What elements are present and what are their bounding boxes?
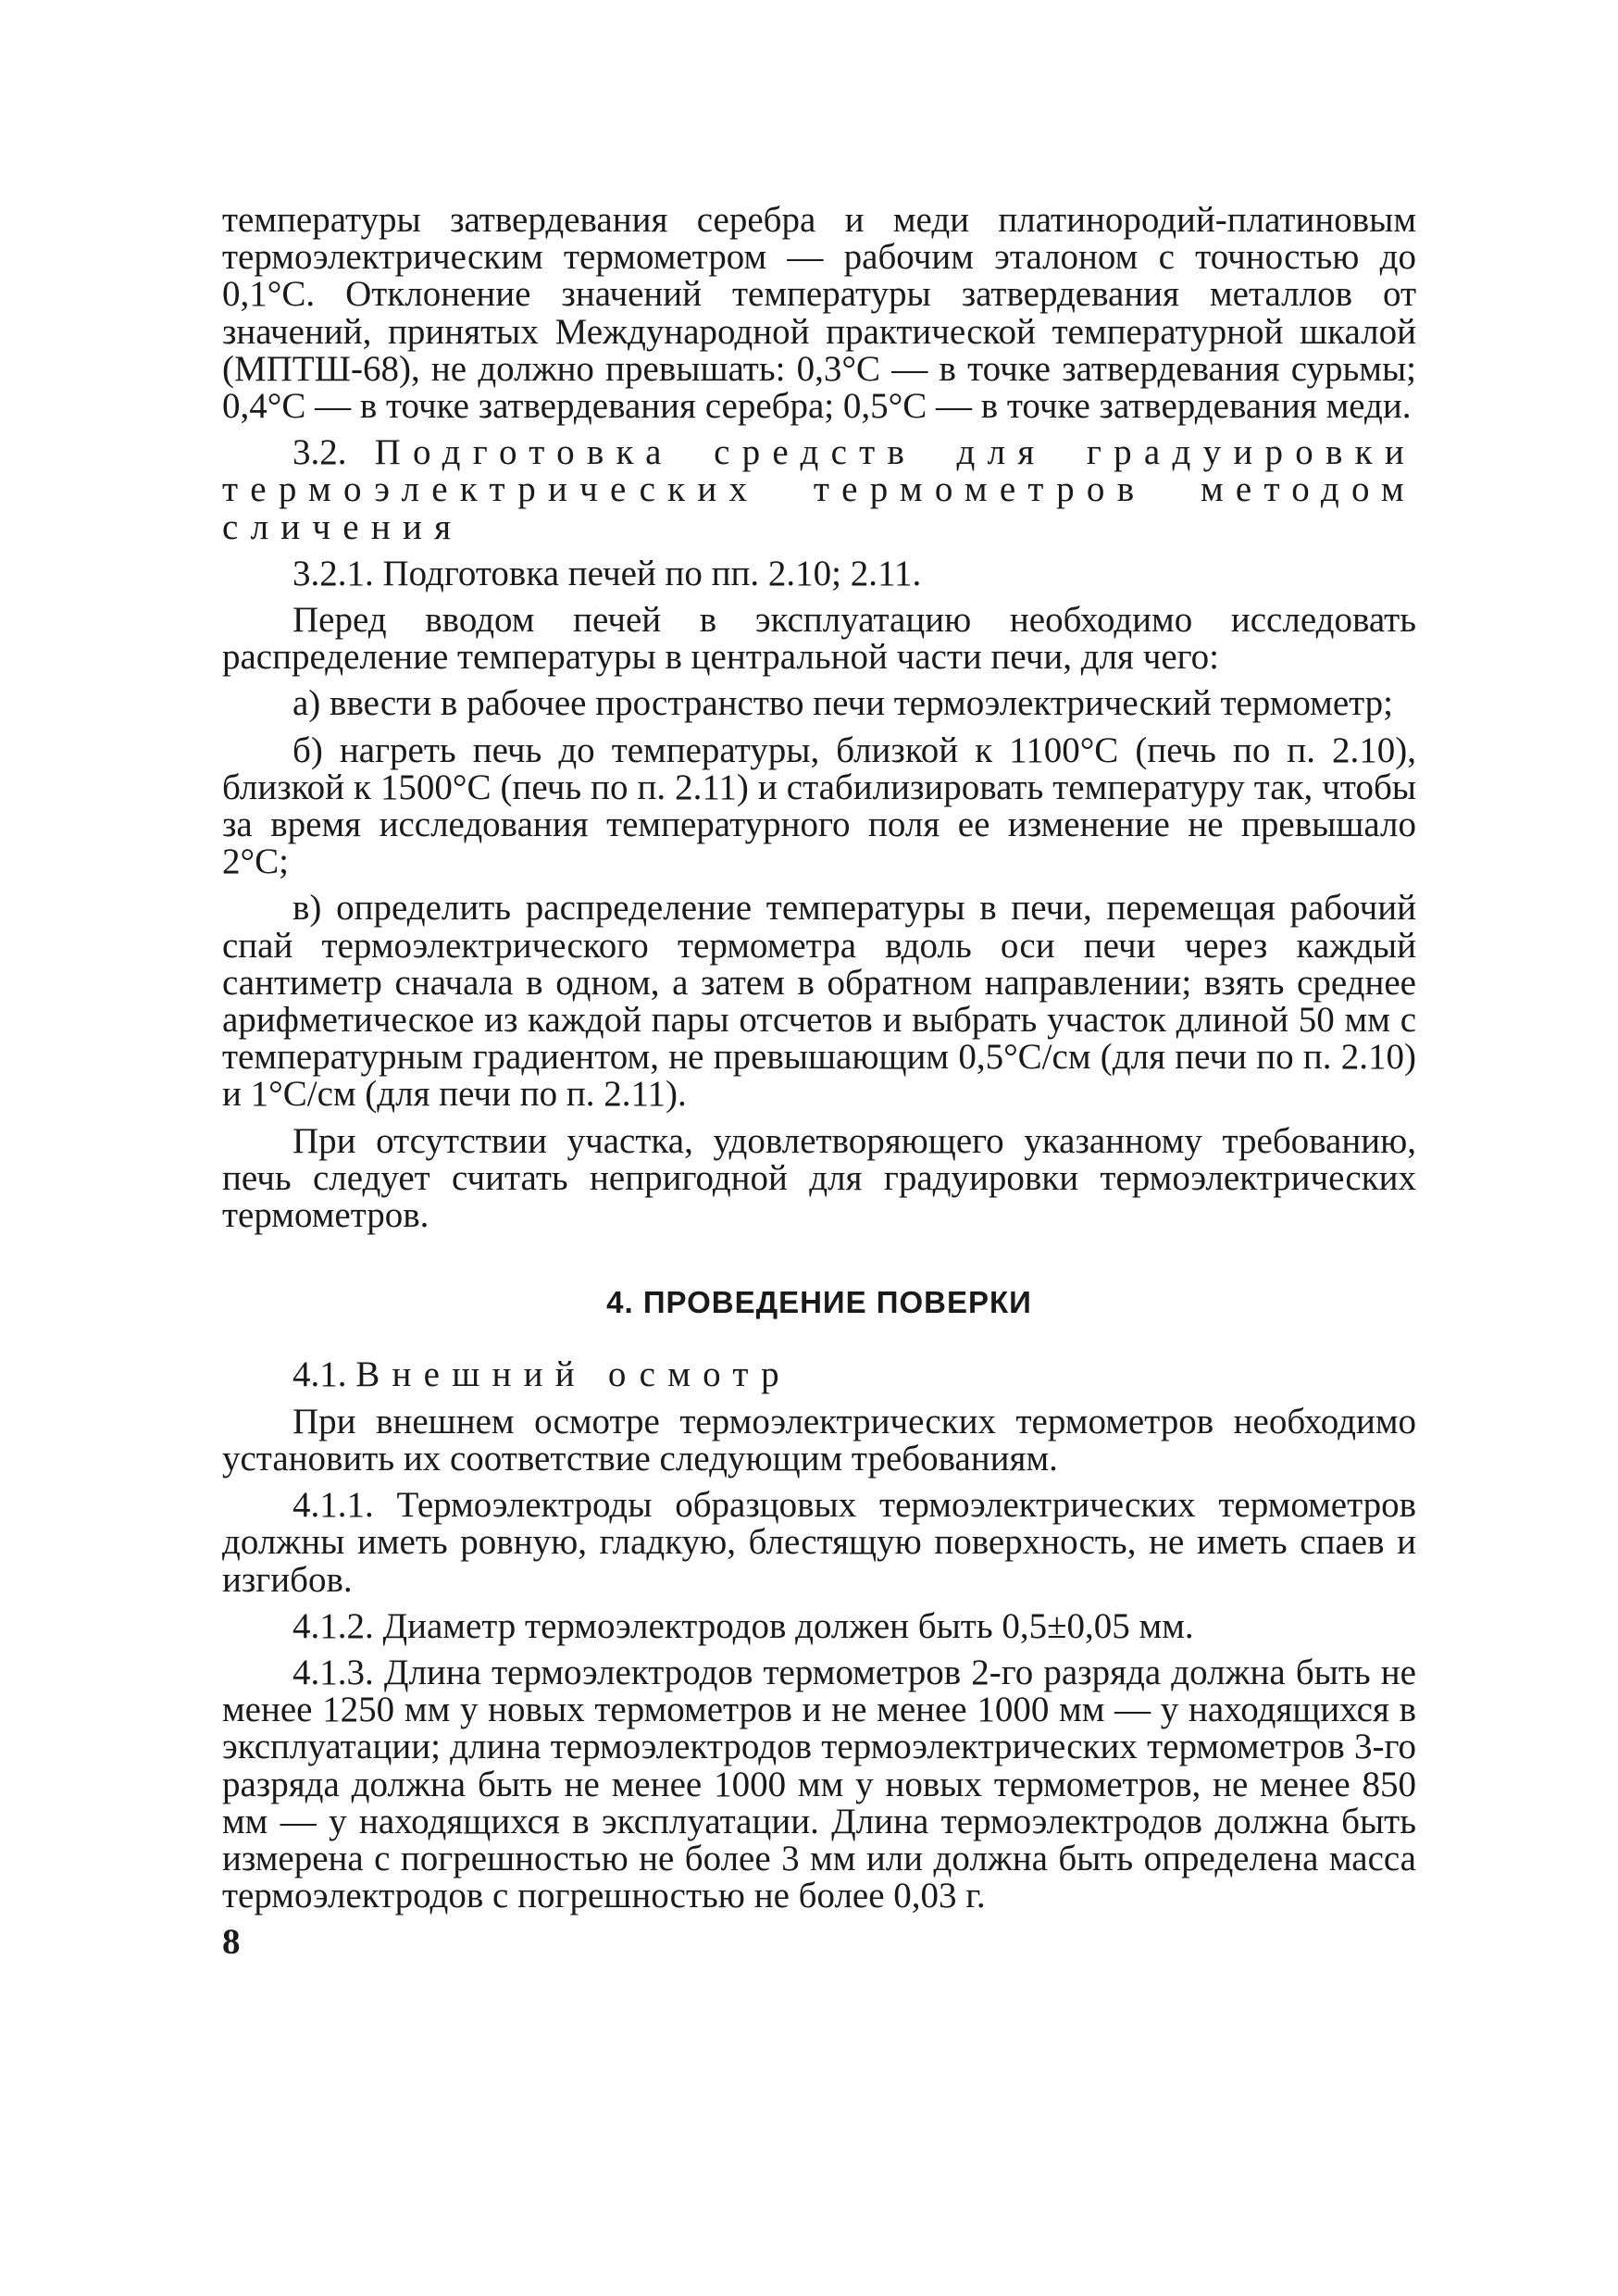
section-4-1-1: 4.1.1. Термоэлектроды образцовых термоэлектрических термометров должны иметь ровную, гладкую, блестящую поверхность, не иметь спаев и изгибов. [222,1485,1416,1600]
external-inspection-paragraph: При внешнем осмотре термоэлектрических термометров необходимо установить их соответствие следующим требованиям. [222,1401,1416,1479]
section-4-1-heading [222,1356,1416,1393]
section-3-2-title: Подготовка средств для градуировки термоэлектрических термометров методом сличения [222,432,1416,547]
section-4-heading: 4. ПРОВЕДЕНИЕ ПОВЕРКИ [606,1285,1032,1320]
section-4-1-title: Внешний осмотр [355,1354,791,1395]
absence-paragraph: При отсутствии участка, удовлетворяющего указанному требованию, печь следует считать непригодной для градуировки термоэлектрических термометров. [222,1120,1416,1236]
section-4-1-3: 4.1.3. Длина термоэлектродов термометров 2-го разряда должна быть не менее 1250 мм у новых термометров и не менее 1000 мм — у находящихся в эксплуатации; длина термоэлектродов термоэлектрических термометров 3-го разряда должна быть не менее 1000 мм у новых термометров, не менее 850 мм — у находящихся в эксплуатации. Длина термоэлектродов должна быть измерена с погрешностью не более 3 мм или должна быть определена масса термоэлектродов с погрешностью не более 0,03 г. [222,1652,1416,1916]
list-item-b: б) нагреть печь до температуры, близкой к 1100°С (печь по п. 2.10), близкой к 1500°С (печь по п. 2.11) и стабилизировать температуру так, чтобы за время исследования температурного поля ее изменение не превышало 2°С; [222,730,1416,882]
section-3-2-number: 3.2. [292,432,347,473]
section-4-1-2: 4.1.2. Диаметр термоэлектродов должен быть 0,5±0,05 мм. [292,1605,1194,1646]
section-3-2-1: 3.2.1. Подготовка печей по пп. 2.10; 2.11. [292,553,922,593]
document-page [222,202,1416,1971]
section-3-2-heading [222,434,1416,546]
page-number: 8 [222,1922,241,1963]
furnace-check-paragraph: Перед вводом печей в эксплуатацию необходимо исследовать распределение температуры в центральной части печи, для чего: [222,600,1416,678]
list-item-a: а) ввести в рабочее пространство печи термоэлектрический термометр; [292,683,1393,724]
list-item-v: в) определить распределение температуры в печи, перемещая рабочий спай термоэлектрического термометра вдоль оси печи через каждый сантиметр сначала в одном, а затем в обратном направлении; взять среднее арифметическое из каждой пары отсчетов и выбрать участок длиной 50 мм с температурным градиентом, не превышающим 0,5°С/см (для печи по п. 2.10) и 1°С/см (для печи по п. 2.11). [222,888,1416,1115]
section-4-1-number: 4.1. [292,1354,347,1395]
intro-paragraph: температуры затвердевания серебра и меди платинородий-платиновым термоэлектрическим термометром — рабочим эталоном с точностью до 0,1°С. Отклонение значений температуры затвердевания металлов от значений, принятых Международной практической температурной шкалой (МПТШ-68), не должно превышать: 0,3°С — в точке затвердевания сурьмы; 0,4°С — в точке затвердевания серебра; 0,5°С — в точке затвердевания меди. [222,200,1416,427]
